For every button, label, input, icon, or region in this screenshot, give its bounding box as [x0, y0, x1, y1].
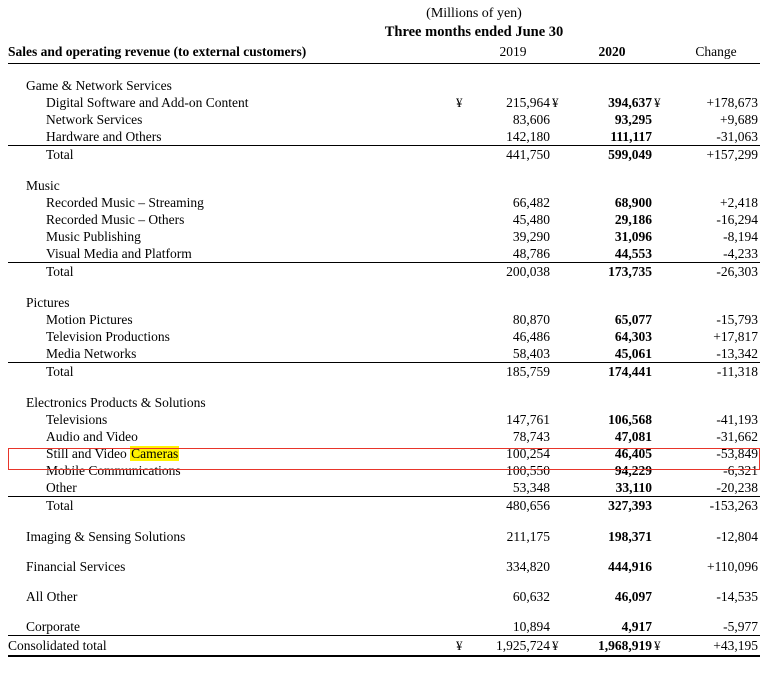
value-2020: 44,553: [570, 245, 654, 263]
empty-cell: [570, 294, 654, 311]
value-2019: 142,180: [474, 128, 552, 146]
empty-cell: [570, 177, 654, 194]
row-label: Imaging & Sensing Solutions: [26, 529, 186, 544]
value-2020: 29,186: [614, 212, 652, 227]
currency-change: [654, 462, 672, 479]
spacer-cell: [8, 515, 760, 528]
currency-2019: [456, 411, 474, 428]
currency-change: [654, 363, 672, 382]
table-row: [8, 445, 760, 462]
table-header-row: [8, 44, 760, 64]
empty-cell: [456, 177, 474, 194]
value-2020: 47,081: [614, 429, 652, 444]
spacer-row: [8, 575, 760, 588]
highlighted-term: Cameras: [131, 446, 179, 461]
spacer-cell: [8, 545, 760, 558]
value-change: +2,418: [720, 195, 758, 210]
column-header-change: Change: [672, 44, 760, 64]
currency-change: [654, 411, 672, 428]
row-label: Music Publishing: [46, 229, 141, 244]
value-2019: 480,656: [506, 498, 550, 513]
value-2020: 33,110: [570, 479, 654, 497]
segment-revenue-table: [8, 44, 760, 657]
value-2019: 48,786: [474, 245, 552, 263]
segment-total-row: [8, 263, 760, 282]
empty-cell: [456, 394, 474, 411]
currency-change: [654, 263, 672, 282]
spacer-row: [8, 64, 760, 78]
empty-cell: [474, 394, 552, 411]
value-2019: 78,743: [512, 429, 550, 444]
spacer-cell: [8, 281, 760, 294]
currency-change: [654, 479, 672, 497]
currency-2019: [456, 558, 474, 575]
table-row: [8, 128, 760, 146]
row-label: Total: [46, 498, 74, 513]
currency-2020: [552, 428, 570, 445]
currency-change: [654, 211, 672, 228]
standalone-row: [8, 528, 760, 545]
row-label: Total: [46, 364, 74, 379]
table-row: [8, 228, 760, 245]
currency-change: [654, 428, 672, 445]
currency-change: [654, 445, 672, 462]
value-2020: 394,637: [608, 95, 652, 110]
consolidated-2020: 1,968,919: [570, 636, 654, 657]
value-change: +17,817: [713, 329, 758, 344]
row-label: Corporate: [8, 618, 456, 636]
spacer-cell: [8, 575, 760, 588]
empty-cell: [654, 394, 672, 411]
currency-change: ¥: [654, 95, 661, 110]
segment-header-row: [8, 394, 760, 411]
empty-cell: [552, 294, 570, 311]
table-row: [8, 462, 760, 479]
value-2020: 93,295: [614, 112, 652, 127]
empty-cell: [570, 394, 654, 411]
value-2020: 106,568: [608, 412, 652, 427]
value-2019: 66,482: [512, 195, 550, 210]
table-row: [8, 479, 760, 497]
spacer-cell: [8, 164, 760, 177]
spacer-row: [8, 281, 760, 294]
currency-2020: [552, 194, 570, 211]
row-label: Mobile Communications: [46, 463, 181, 478]
value-2019: 83,606: [512, 112, 550, 127]
value-2019: 185,759: [506, 364, 550, 379]
value-2020: 46,097: [614, 589, 652, 604]
segment-total-row: [8, 363, 760, 382]
value-change: +110,096: [707, 559, 758, 574]
value-change: -11,318: [716, 364, 758, 379]
currency-2019: [456, 263, 474, 282]
value-change: -13,342: [672, 345, 760, 363]
segment-header-row: [8, 294, 760, 311]
value-change: +178,673: [706, 95, 758, 110]
value-2019: 441,750: [506, 147, 550, 162]
table-row: [8, 345, 760, 363]
currency-2019: ¥: [456, 95, 463, 110]
segment-total-row: [8, 146, 760, 165]
currency-2020: [552, 211, 570, 228]
standalone-row: [8, 558, 760, 575]
currency-2020: [552, 479, 570, 497]
currency-2020: [552, 411, 570, 428]
spacer-row: [8, 381, 760, 394]
spacer-cell: [8, 605, 760, 618]
table-row: [8, 94, 760, 111]
currency-2019: [456, 363, 474, 382]
table-row: [8, 194, 760, 211]
value-2020: 111,117: [570, 128, 654, 146]
value-change: -12,804: [716, 529, 758, 544]
segment-name: Pictures: [26, 295, 70, 310]
segment-name: Electronics Products & Solutions: [26, 395, 206, 410]
value-2020: 4,917: [570, 618, 654, 636]
value-change: -15,793: [716, 312, 758, 327]
segment-header-row: [8, 77, 760, 94]
value-2019: 215,964: [506, 95, 550, 110]
value-change: -31,063: [672, 128, 760, 146]
segment-name: Game & Network Services: [26, 78, 172, 93]
currency-2020: [552, 311, 570, 328]
currency-2020: [552, 363, 570, 382]
currency-2019: [456, 228, 474, 245]
value-change: -20,238: [672, 479, 760, 497]
currency-2020: [552, 111, 570, 128]
empty-cell: [474, 77, 552, 94]
currency-change: [654, 328, 672, 345]
value-change: -5,977: [672, 618, 760, 636]
column-header-currency-2: [552, 44, 570, 64]
currency-2020: [552, 263, 570, 282]
currency-change: [654, 558, 672, 575]
empty-cell: [672, 77, 760, 94]
value-change: -153,263: [709, 498, 758, 513]
column-header-currency-1: [456, 44, 474, 64]
row-label: Hardware and Others: [8, 128, 456, 146]
value-2019: 58,403: [474, 345, 552, 363]
row-label: Motion Pictures: [46, 312, 133, 327]
currency-2020: [552, 128, 570, 146]
spacer-row: [8, 164, 760, 177]
value-2019: 46,486: [512, 329, 550, 344]
standalone-row: [8, 588, 760, 605]
currency-change: [654, 228, 672, 245]
value-2020: 599,049: [608, 147, 652, 162]
currency-2020: [552, 245, 570, 263]
column-header-2019: 2019: [474, 44, 552, 64]
row-label: Network Services: [46, 112, 143, 127]
row-label: Digital Software and Add-on Content: [46, 95, 249, 110]
row-label: Televisions: [46, 412, 108, 427]
currency-2019: [456, 211, 474, 228]
currency-2020: [552, 528, 570, 545]
currency-2019: [456, 245, 474, 263]
currency-change: [654, 311, 672, 328]
row-label: Recorded Music – Streaming: [46, 195, 204, 210]
column-header-currency-3: [654, 44, 672, 64]
value-2019: 211,175: [506, 529, 550, 544]
value-2019: 39,290: [512, 229, 550, 244]
value-2019: 10,894: [474, 618, 552, 636]
value-change: +9,689: [720, 112, 758, 127]
row-label: Total: [46, 264, 74, 279]
consolidated-2019: 1,925,724: [474, 636, 552, 657]
column-header-2020: 2020: [570, 44, 654, 64]
table-row: [8, 311, 760, 328]
currency-change: [654, 245, 672, 263]
value-change: -6,321: [723, 463, 758, 478]
row-label: All Other: [26, 589, 78, 604]
row-label: Recorded Music – Others: [46, 212, 185, 227]
table-row: [8, 428, 760, 445]
value-2020: 94,229: [614, 463, 652, 478]
segment-header-row: [8, 177, 760, 194]
value-2020: 444,916: [608, 559, 652, 574]
currency-2020: ¥: [552, 636, 570, 657]
empty-cell: [672, 394, 760, 411]
consolidated-change: +43,195: [672, 636, 760, 657]
spacer-cell: [8, 64, 760, 78]
currency-2019: [456, 345, 474, 363]
currency-change: [654, 618, 672, 636]
currency-2020: [552, 618, 570, 636]
financial-statement-page: [0, 6, 768, 687]
currency-2019: [456, 497, 474, 516]
table-row: [8, 411, 760, 428]
currency-2019: [456, 462, 474, 479]
empty-cell: [552, 394, 570, 411]
empty-cell: [552, 177, 570, 194]
table-body: [8, 64, 760, 657]
value-2019: 60,632: [512, 589, 550, 604]
value-2020: 173,735: [608, 264, 652, 279]
currency-2019: [456, 328, 474, 345]
table-row: [8, 245, 760, 263]
value-2019: 53,348: [474, 479, 552, 497]
currency-2020: [552, 146, 570, 165]
value-2020: 31,096: [614, 229, 652, 244]
standalone-row: [8, 618, 760, 636]
value-2020: 174,441: [608, 364, 652, 379]
row-label: Audio and Video: [46, 429, 138, 444]
row-label: Visual Media and Platform: [8, 245, 456, 263]
row-label: Total: [46, 147, 74, 162]
currency-2020: [552, 462, 570, 479]
currency-2019: [456, 428, 474, 445]
consolidated-total-label: Consolidated total: [8, 636, 456, 657]
value-2019: 100,254: [506, 446, 550, 461]
currency-2020: [552, 558, 570, 575]
currency-2019: [456, 128, 474, 146]
currency-2019: [456, 311, 474, 328]
value-2019: 100,550: [506, 463, 550, 478]
currency-2020: [552, 228, 570, 245]
value-2019: 80,870: [512, 312, 550, 327]
value-change: -41,193: [716, 412, 758, 427]
value-2019: 200,038: [506, 264, 550, 279]
currency-2019: ¥: [456, 636, 474, 657]
value-change: -4,233: [672, 245, 760, 263]
currency-2020: [552, 445, 570, 462]
currency-2020: [552, 588, 570, 605]
empty-cell: [654, 77, 672, 94]
currency-2020: [552, 497, 570, 516]
spacer-row: [8, 605, 760, 618]
value-change: -53,849: [716, 446, 758, 461]
row-label: Still and Video Cameras: [46, 446, 179, 461]
currency-2019: [456, 194, 474, 211]
currency-change: [654, 194, 672, 211]
currency-2019: [456, 146, 474, 165]
empty-cell: [654, 177, 672, 194]
currency-change: ¥: [654, 636, 672, 657]
value-change: +157,299: [706, 147, 758, 162]
currency-2019: [456, 445, 474, 462]
currency-change: [654, 128, 672, 146]
segment-total-row: [8, 497, 760, 516]
value-2020: 68,900: [614, 195, 652, 210]
currency-2019: [456, 588, 474, 605]
empty-cell: [654, 294, 672, 311]
value-2020: 45,061: [570, 345, 654, 363]
empty-cell: [474, 294, 552, 311]
spacer-row: [8, 545, 760, 558]
empty-cell: [474, 177, 552, 194]
row-label: Other: [8, 479, 456, 497]
spacer-row: [8, 515, 760, 528]
currency-change: [654, 497, 672, 516]
currency-2020: ¥: [552, 95, 559, 110]
row-label: Media Networks: [8, 345, 456, 363]
value-2020: 64,303: [614, 329, 652, 344]
currency-2019: [456, 618, 474, 636]
value-change: -16,294: [716, 212, 758, 227]
currency-2019: [456, 479, 474, 497]
value-change: -14,535: [716, 589, 758, 604]
empty-cell: [672, 294, 760, 311]
value-2019: 334,820: [506, 559, 550, 574]
column-header-label: Sales and operating revenue (to external customers): [8, 44, 456, 64]
value-change: -31,662: [716, 429, 758, 444]
value-2020: 198,371: [608, 529, 652, 544]
value-2020: 327,393: [608, 498, 652, 513]
value-2019: 147,761: [506, 412, 550, 427]
currency-2019: [456, 111, 474, 128]
row-label: Financial Services: [26, 559, 126, 574]
table-row: [8, 328, 760, 345]
value-2020: 46,405: [614, 446, 652, 461]
value-change: -26,303: [716, 264, 758, 279]
consolidated-total-row: [8, 636, 760, 657]
currency-2019: [456, 528, 474, 545]
currency-2020: [552, 328, 570, 345]
empty-cell: [456, 294, 474, 311]
segment-name: Music: [26, 178, 60, 193]
currency-change: [654, 528, 672, 545]
table-row: [8, 211, 760, 228]
row-label: Television Productions: [46, 329, 170, 344]
empty-cell: [552, 77, 570, 94]
empty-cell: [570, 77, 654, 94]
value-change: -8,194: [723, 229, 758, 244]
spacer-cell: [8, 381, 760, 394]
empty-cell: [672, 177, 760, 194]
table-row: [8, 111, 760, 128]
value-2019: 45,480: [512, 212, 550, 227]
currency-change: [654, 345, 672, 363]
period-note: Three months ended June 30: [384, 24, 564, 40]
currency-2020: [552, 345, 570, 363]
unit-note: (Millions of yen): [426, 6, 522, 21]
value-2020: 65,077: [614, 312, 652, 327]
currency-change: [654, 588, 672, 605]
currency-change: [654, 146, 672, 165]
empty-cell: [456, 77, 474, 94]
currency-change: [654, 111, 672, 128]
